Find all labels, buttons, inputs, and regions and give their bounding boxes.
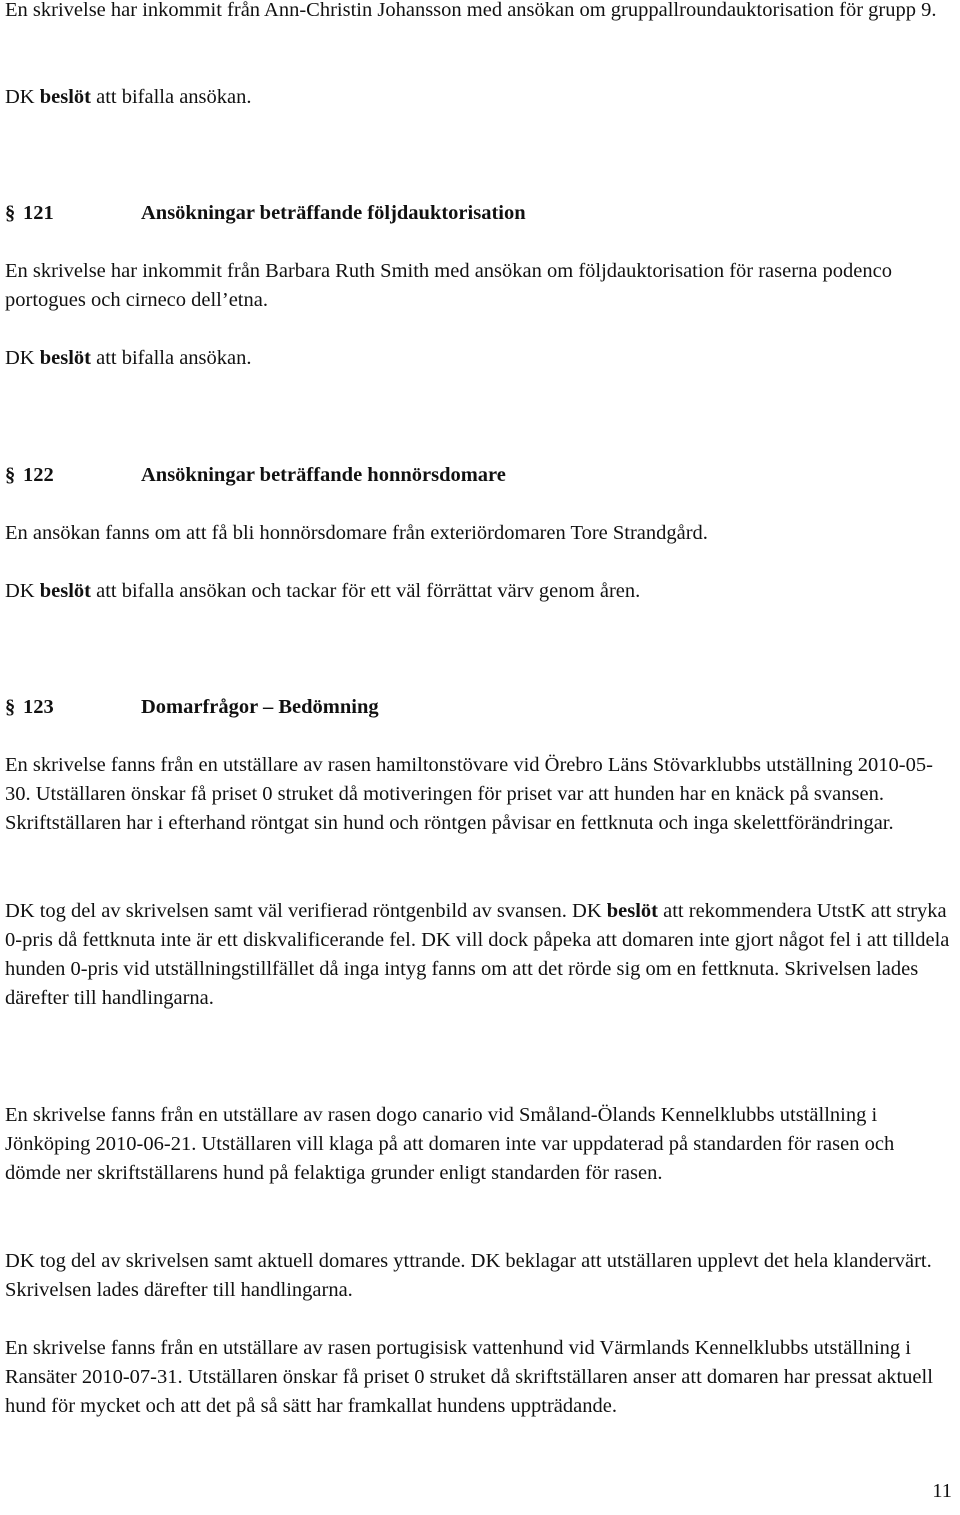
- decision-paragraph: DK beslöt att bifalla ansökan.: [5, 347, 252, 369]
- s122-body: [5, 519, 953, 548]
- decision-keyword: beslöt: [39, 86, 91, 108]
- section-heading-123: [5, 693, 379, 722]
- s121-decision: [5, 344, 953, 373]
- s123-body-4: [5, 1334, 953, 1421]
- intro-decision: [5, 83, 953, 112]
- s123-decision: [5, 897, 953, 1013]
- paragraph: En ansökan fanns om att få bli honnörsdomare från exteriördomaren Tore Strandgård.: [5, 522, 708, 544]
- section-title: Domarfrågor – Bedömning: [141, 696, 379, 718]
- decision-keyword: beslöt: [39, 580, 91, 602]
- s123-body-2: [5, 1101, 953, 1188]
- section-symbol: §: [5, 696, 16, 718]
- section-heading-121: [5, 199, 526, 228]
- paragraph: En skrivelse fanns från en utställare av rasen hamiltonstövare vid Örebro Läns Stövarklubbs utställning 2010-05-30. Utställaren önskar få priset 0 struket då motiveringen för priset var att hunden har en knäck på svansen. Skriftställaren har i efterhand röntgat sin hund och röntgen påvisar en fettknuta och inga skelettförändringar.: [5, 754, 933, 834]
- section-symbol: §: [5, 464, 16, 486]
- page-number: 11: [932, 1480, 952, 1502]
- s123-body-1: [5, 751, 953, 838]
- decision-paragraph: DK beslöt att bifalla ansökan.: [5, 86, 252, 108]
- section-title: Ansökningar beträffande honnörsdomare: [141, 464, 506, 486]
- s122-decision: [5, 577, 953, 606]
- section-number: 123: [23, 696, 54, 718]
- section-number: 121: [23, 202, 54, 224]
- paragraph: En skrivelse fanns från en utställare av rasen portugisisk vattenhund vid Värmlands Kennelklubbs utställning i Ransäter 2010-07-31. Utställaren önskar få priset 0 struket då skriftställaren anser att domaren har pressat aktuell hund för mycket och att det på så sätt har framkallat hundens uppträdande.: [5, 1337, 933, 1417]
- decision-paragraph: DK beslöt att bifalla ansökan och tackar för ett väl förrättat värv genom åren.: [5, 580, 641, 602]
- section-title: Ansökningar beträffande följdauktorisation: [141, 202, 526, 224]
- section-symbol: §: [5, 202, 16, 224]
- s123-body-3: [5, 1247, 953, 1305]
- section-heading-122: [5, 461, 506, 490]
- s121-body: [5, 257, 953, 315]
- paragraph: En skrivelse har inkommit från Ann-Christin Johansson med ansökan om gruppallroundauktorisation för grupp 9.: [5, 0, 937, 21]
- intro-block: [5, 0, 953, 25]
- paragraph: En skrivelse har inkommit från Barbara Ruth Smith med ansökan om följdauktorisation för raserna podenco portogues och cirneco dell’etna.: [5, 260, 892, 311]
- decision-keyword: beslöt: [39, 347, 91, 369]
- decision-keyword: beslöt: [606, 900, 658, 922]
- section-number: 122: [23, 464, 54, 486]
- paragraph: En skrivelse fanns från en utställare av rasen dogo canario vid Småland-Ölands Kennelklubbs utställning i Jönköping 2010-06-21. Utställaren vill klaga på att domaren inte var uppdaterad på standarden för rasen och dömde ner skriftställarens hund på felaktiga grunder enligt standarden för rasen.: [5, 1104, 895, 1184]
- paragraph: DK tog del av skrivelsen samt aktuell domares yttrande. DK beklagar att utställaren upplevt det hela klandervärt. Skrivelsen lades därefter till handlingarna.: [5, 1250, 932, 1301]
- decision-paragraph: DK tog del av skrivelsen samt väl verifierad röntgenbild av svansen. DK beslöt att rekommendera UtstK att stryka 0-pris då fettknuta inte är ett diskvalificerande fel. DK vill dock påpeka att domaren inte gjort något fel i att tilldela hunden 0-pris vid utställningstillfället då inga intyg fanns om att det rörde sig om en fettknuta. Skrivelsen lades därefter till handlingarna.: [5, 900, 950, 1009]
